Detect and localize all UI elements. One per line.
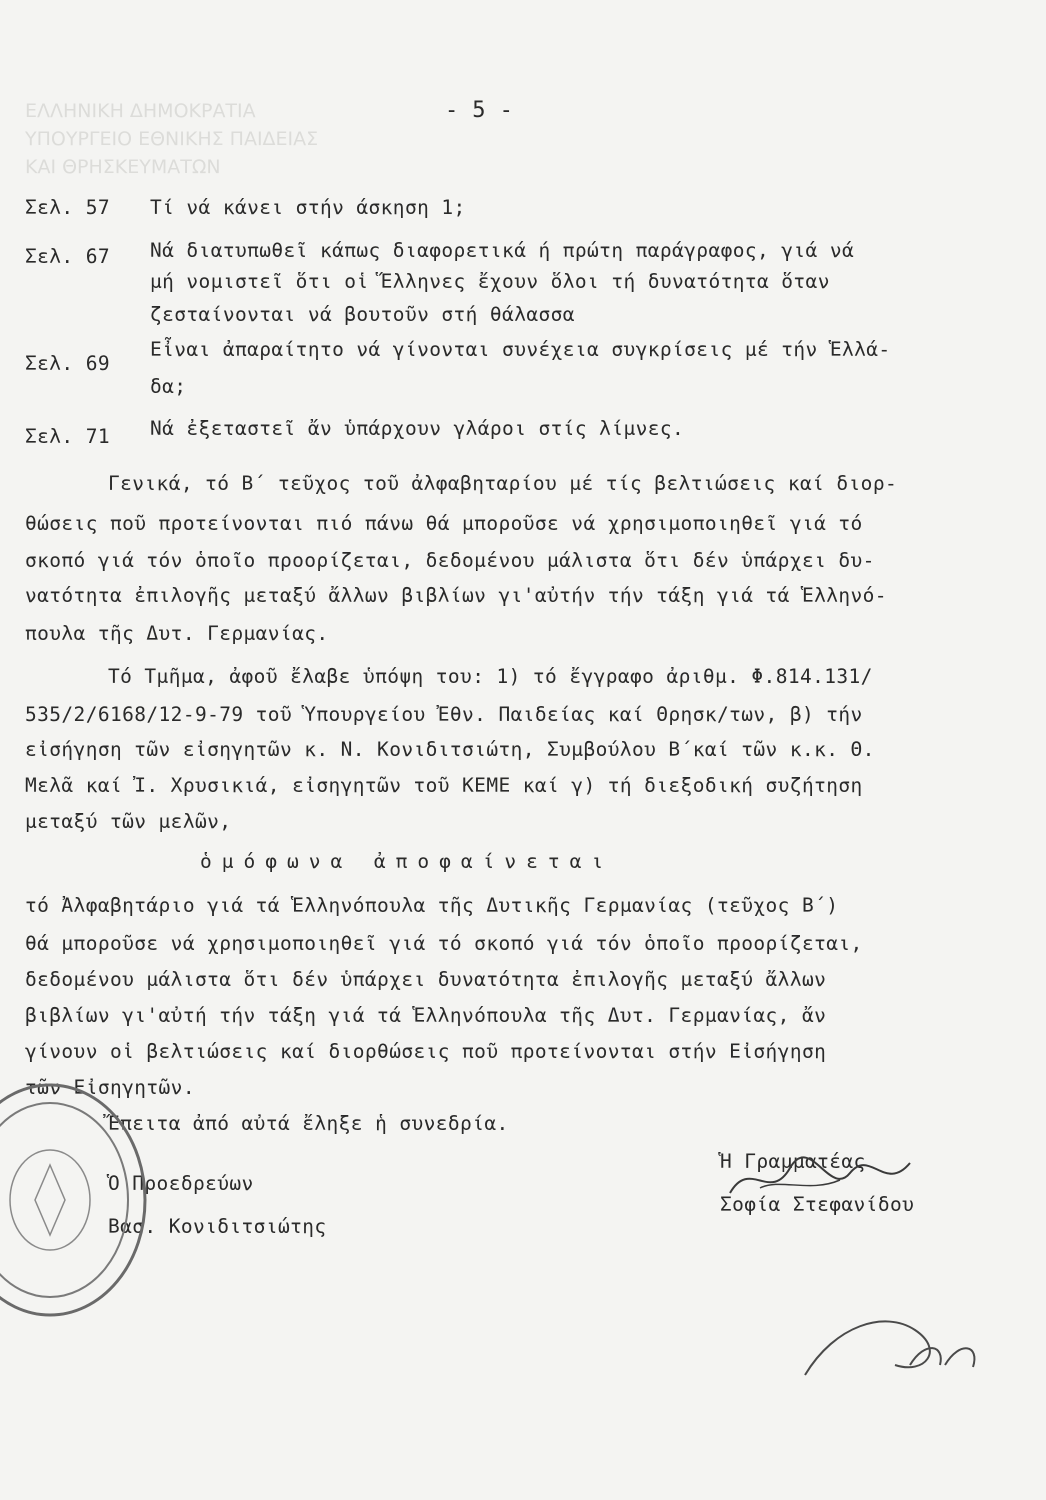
body-line: 535/2/6168/12-9-79 τοῦ Ὑπουργείου Ἐθν. Παιδείας καί Θρησκ/των, β) τήν (25, 703, 863, 726)
body-line: θά μποροῦσε νά χρησιμοποιηθεῖ γιά τό σκοπό γιά τόν ὁποῖο προορίζεται, (25, 932, 863, 955)
secretary-title: Ἡ Γραμματέας (720, 1150, 866, 1173)
note-text: Νά διατυπωθεῖ κάπως διαφορετικά ή πρώτη παράγραφος, γιά νά (150, 239, 855, 262)
body-line: Τό Τμῆμα, ἀφοῦ ἔλαβε ὑπόψη του: 1) τό ἔγγραφο ἀριθμ. Φ.814.131/ (108, 665, 873, 688)
president-name: Βασ. Κονιδιτσιώτης (108, 1215, 327, 1238)
bleed-through-line: ΚΑΙ ΘΡΗΣΚΕΥΜΑΤΩΝ (25, 156, 221, 178)
body-line: θώσεις ποῦ προτείνονται πιό πάνω θά μποροῦσε νά χρησιμοποιηθεῖ γιά τό (25, 512, 863, 535)
note-ref: Σελ. 71 (25, 425, 110, 448)
decision-heading: ὁμόφωνα ἀποφαίνεται (200, 850, 614, 873)
body-line: μεταξύ τῶν μελῶν, (25, 810, 232, 833)
handwritten-signature-icon (720, 1148, 920, 1208)
body-line: Γενικά, τό Β΄ τεῦχος τοῦ ἀλφαβηταρίου μέ τίς βελτιώσεις καί διορ- (108, 472, 898, 495)
president-title: Ὁ Προεδρεύων (108, 1172, 254, 1195)
note-ref: Σελ. 67 (25, 245, 110, 268)
official-stamp-icon (0, 1080, 150, 1320)
body-line: γίνουν οἱ βελτιώσεις καί διορθώσεις ποῦ προτείνονται στήν Εἰσήγηση (25, 1040, 827, 1063)
body-line: βιβλίων γι'αὐτή τήν τάξη γιά τά Ἑλληνόπουλα τῆς Δυτ. Γερμανίας, ἄν (25, 1004, 827, 1027)
secretary-name: Σοφία Στεφανίδου (720, 1193, 915, 1216)
body-line: εἰσήγηση τῶν εἰσηγητῶν κ. Ν. Κονιδιτσιώτη, Συμβούλου Β΄καί τῶν κ.κ. Θ. (25, 738, 875, 761)
body-line: τό Ἀλφαβητάριο γιά τά Ἑλληνόπουλα τῆς Δυτικῆς Γερμανίας (τεῦχος Β΄) (25, 894, 839, 917)
note-text: δα; (150, 375, 187, 398)
note-text: Τί νά κάνει στήν άσκηση 1; (150, 196, 466, 219)
note-text: μή νομιστεῖ ὅτι οἱ Ἕλληνες ἔχουν ὅλοι τή δυνατότητα ὅταν (150, 270, 830, 293)
body-line: νατότητα ἐπιλογῆς μεταξύ ἄλλων βιβλίων γι'αὐτήν τήν τάξη γιά τά Ἑλληνό- (25, 584, 887, 607)
bleed-through-line: ΥΠΟΥΡΓΕΙΟ ΕΘΝΙΚΗΣ ΠΑΙΔΕΙΑΣ (25, 128, 319, 150)
page-number: - 5 - (445, 98, 514, 123)
closing-line: Ἔπειτα ἀπό αὐτά ἔληξε ἡ συνεδρία. (108, 1112, 509, 1135)
body-line: πουλα τῆς Δυτ. Γερμανίας. (25, 622, 329, 645)
note-text: Εἶναι ἀπαραίτητο νά γίνονται συνέχεια συγκρίσεις μέ τήν Ἑλλά- (150, 338, 891, 361)
bleed-through-line: ΕΛΛΗΝΙΚΗ ΔΗΜΟΚΡΑΤΙΑ (25, 100, 256, 122)
body-line: τῶν Εἰσηγητῶν. (25, 1076, 195, 1099)
note-ref: Σελ. 69 (25, 352, 110, 375)
note-text: Νά ἐξεταστεῖ ἄν ὑπάρχουν γλάροι στίς λίμνες. (150, 417, 685, 440)
body-line: Μελᾶ καί Ἰ. Χρυσικιά, εἰσηγητῶν τοῦ ΚΕΜΕ καί γ) τή διεξοδική συζήτηση (25, 774, 863, 797)
note-ref: Σελ. 57 (25, 196, 110, 219)
body-line: σκοπό γιά τόν ὁποῖο προορίζεται, δεδομένου μάλιστα ὅτι δέν ὑπάρχει δυ- (25, 549, 875, 572)
note-text: ζεσταίνονται νά βουτοῦν στή θάλασσα (150, 303, 575, 326)
initials-signature-icon (795, 1305, 995, 1390)
body-line: δεδομένου μάλιστα ὅτι δέν ὑπάρχει δυνατότητα ἐπιλογῆς μεταξύ ἄλλων (25, 968, 827, 991)
